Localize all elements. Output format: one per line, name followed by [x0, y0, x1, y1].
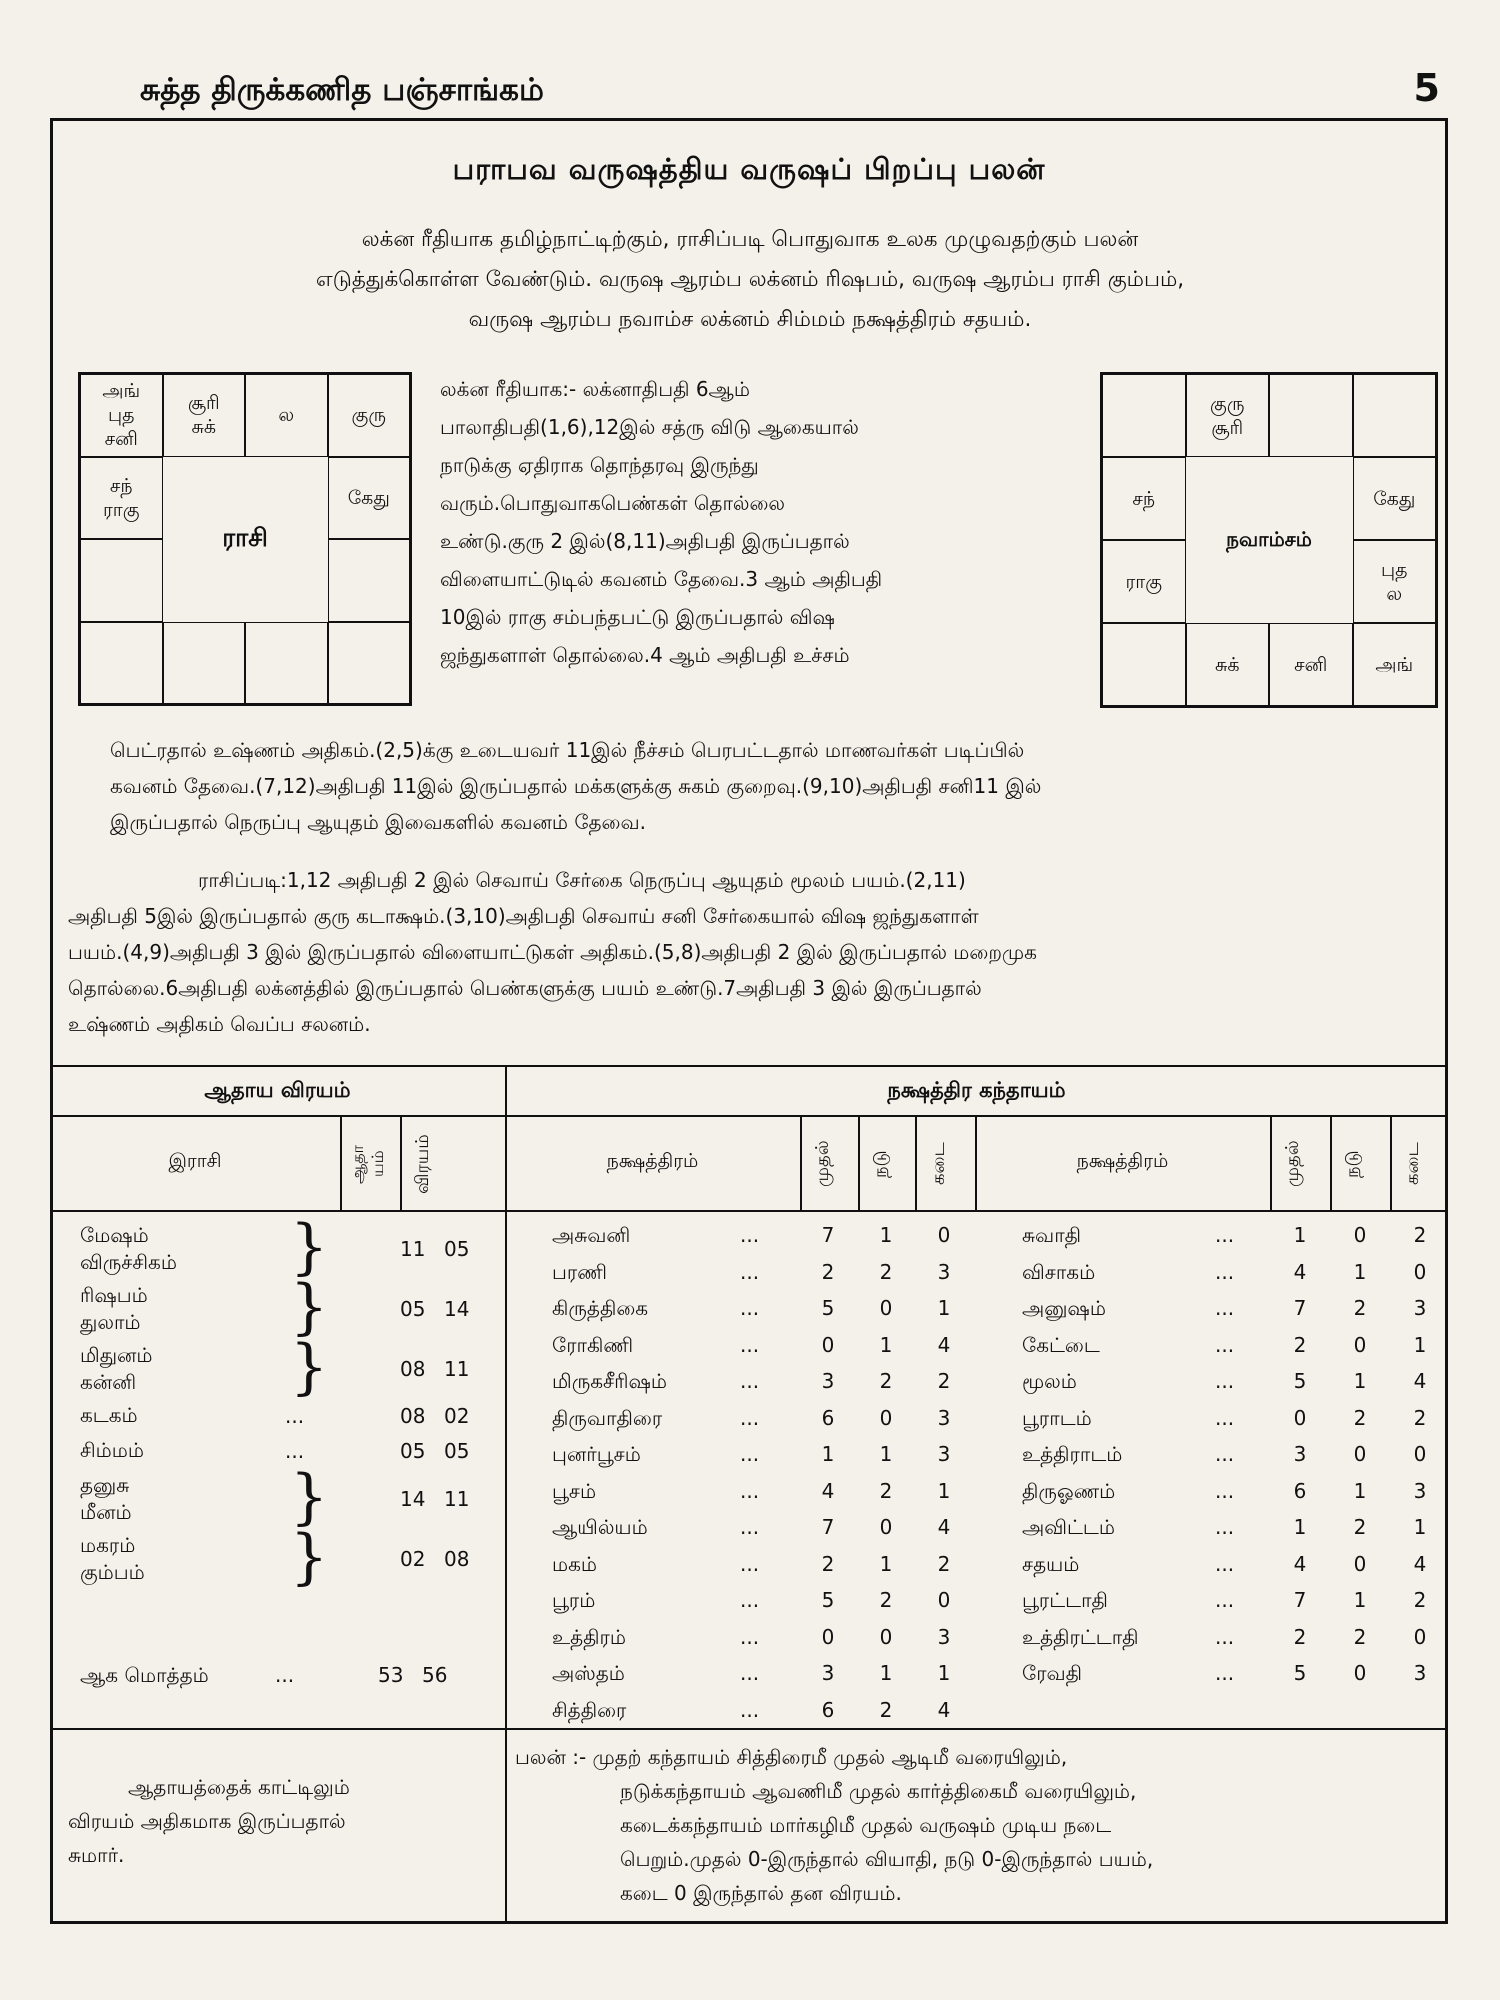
chart-house: [1269, 374, 1353, 457]
lagna-line: வரும்.பொதுவாகபெண்கள் தொல்லை: [440, 491, 786, 515]
leader-dots: ...: [1215, 1624, 1235, 1649]
kadai-value: 3: [1413, 1296, 1427, 1320]
mudhal-value: 7: [821, 1515, 835, 1539]
aadhayam-column-header: ஆதா யம்: [348, 1144, 387, 1184]
chart-house: ல: [245, 374, 328, 457]
total-dots: ...: [275, 1663, 295, 1687]
kadai-value: 0: [937, 1223, 951, 1247]
nadu-value: 0: [1353, 1661, 1367, 1685]
para-line: இருப்பதால் நெருப்பு ஆயுதம் இவைகளில் கவனம் தேவை.: [110, 810, 646, 834]
lagna-line: பாலாதிபதி(1,6),12இல் சத்ரு விடு ஆகையால்: [440, 415, 859, 439]
mudhal-value: 5: [821, 1588, 835, 1612]
col-divider: [1270, 1115, 1272, 1210]
kadai-column-header: கடை: [928, 1142, 949, 1186]
lagna-line: விளையாட்டுடில் கவனம் தேவை.3 ஆம் அதிபதி: [440, 567, 883, 591]
star-name: உத்திராடம்: [1022, 1442, 1123, 1466]
kadai-value: 4: [937, 1515, 951, 1539]
virayam-value: 05: [444, 1438, 470, 1463]
star-name: சித்திரை: [552, 1697, 627, 1722]
mudhal-value: 2: [821, 1259, 835, 1284]
kadai-value: 0: [1413, 1624, 1427, 1649]
rasi-column-header: இராசி: [168, 1150, 222, 1172]
chart-house: கேது: [328, 457, 411, 540]
col-divider: [1390, 1115, 1392, 1210]
para-line: உஷ்ணம் அதிகம் வெப்ப சலனம்.: [68, 1012, 371, 1036]
lagna-line: உண்டு.குரு 2 இல்(8,11)அதிபதி இருப்பதால்: [440, 529, 850, 553]
chart-house: குரு: [328, 374, 411, 457]
nadu-value: 2: [879, 1588, 893, 1612]
nadu-value: 2: [879, 1697, 893, 1722]
kadai-value: 2: [1413, 1405, 1427, 1430]
star-name: சுவாதி: [1022, 1223, 1082, 1247]
chart-house: அங் புத சனி: [80, 374, 163, 457]
nadu-value: 2: [1353, 1515, 1367, 1539]
mudhal-column-header: முதல்: [1282, 1140, 1303, 1188]
nadu-value: 1: [879, 1223, 893, 1247]
rasi-name: மிதுனம்: [80, 1343, 153, 1367]
nadu-value: 0: [1353, 1442, 1367, 1466]
kadai-value: 2: [1413, 1588, 1427, 1612]
group-brace: }: [290, 1462, 329, 1532]
kandhayam-title: நக்ஷத்திர கந்தாயம்: [887, 1078, 1066, 1102]
chart-house: சுக்: [1186, 623, 1270, 706]
leader-dots: ...: [1215, 1588, 1235, 1612]
rasi-name: சிம்மம்: [80, 1438, 144, 1462]
mudhal-value: 1: [1293, 1515, 1307, 1539]
nadu-value: 2: [879, 1259, 893, 1284]
chart-house: அங்: [1353, 623, 1437, 706]
total-virayam: 56: [422, 1663, 448, 1687]
leader-dots: ...: [1215, 1369, 1235, 1393]
mudhal-value: 4: [1293, 1259, 1307, 1284]
page-number: 5: [1413, 66, 1440, 110]
kadai-value: 2: [937, 1369, 951, 1393]
aadhayam-value: 08: [400, 1403, 426, 1428]
kadai-value: 3: [937, 1405, 951, 1430]
leader-dots: ...: [1215, 1551, 1235, 1576]
aadhayam-value: 11: [400, 1237, 426, 1261]
leader-dots: ...: [740, 1624, 760, 1649]
group-brace: }: [290, 1212, 329, 1282]
star-name: கேட்டை: [1022, 1332, 1100, 1357]
nadu-value: 1: [1353, 1369, 1367, 1393]
col-divider: [1330, 1115, 1332, 1210]
nadu-value: 2: [1353, 1405, 1367, 1430]
star-name: பூராடம்: [1022, 1405, 1092, 1430]
leader-dots: ...: [740, 1697, 760, 1722]
chart-house: ராகு: [1102, 540, 1186, 623]
leader-dots: ...: [740, 1588, 760, 1612]
chart-house: புத ல: [1353, 540, 1437, 623]
kadai-value: 4: [1413, 1369, 1427, 1393]
rasi-name: ரிஷபம்: [80, 1283, 148, 1307]
mudhal-value: 6: [821, 1697, 835, 1722]
rasi-name: மகரம்: [80, 1533, 136, 1557]
mudhal-value: 5: [1293, 1661, 1307, 1685]
table-bottom-rule: [50, 1728, 1448, 1730]
leader-dots: ...: [1215, 1405, 1235, 1430]
kadai-value: 1: [937, 1478, 951, 1503]
star-name: பூரம்: [552, 1588, 596, 1612]
nadu-value: 0: [1353, 1551, 1367, 1576]
star-name: மிருகசீரிஷம்: [552, 1369, 667, 1393]
rasi-name: கன்னி: [80, 1370, 137, 1394]
mudhal-value: 2: [821, 1551, 835, 1576]
chart-house: சந் ராகு: [80, 457, 163, 540]
leader-dots: ...: [285, 1403, 305, 1428]
nadu-value: 1: [1353, 1259, 1367, 1284]
aadhaya-result: [68, 1770, 508, 1872]
star-name: உத்திரட்டாதி: [1022, 1624, 1139, 1649]
star-name: உத்திரம்: [552, 1624, 626, 1649]
virayam-value: 11: [444, 1487, 470, 1511]
chart-house: [1102, 374, 1186, 457]
chart-house: [80, 539, 163, 622]
chart-house: [1353, 374, 1437, 457]
rasi-chart: [78, 372, 412, 706]
total-label: ஆக மொத்தம்: [80, 1663, 209, 1687]
kadai-value: 2: [1413, 1223, 1427, 1247]
lagna-line: ஜந்துகளாள் தொல்லை.4 ஆம் அதிபதி உச்சம்: [440, 643, 850, 667]
mudhal-value: 4: [821, 1478, 835, 1503]
col-divider: [858, 1115, 860, 1210]
chart-house: குரு சூரி: [1186, 374, 1270, 457]
leader-dots: ...: [740, 1551, 760, 1576]
nadu-value: 2: [879, 1369, 893, 1393]
kadai-value: 1: [937, 1296, 951, 1320]
mudhal-value: 0: [1293, 1405, 1307, 1430]
kadai-column-header: கடை: [1402, 1142, 1423, 1186]
mudhal-value: 6: [821, 1405, 835, 1430]
intro-line: லக்ன ரீதியாக தமிழ்நாட்டிற்கும், ராசிப்படி பொதுவாக உலக முழுவதற்கும் பலன்: [361, 227, 1139, 252]
kadai-value: 1: [1413, 1332, 1427, 1357]
result-line: கடை 0 இருந்தால் தன விரயம்.: [620, 1881, 902, 1905]
star-name: திருவாதிரை: [552, 1405, 663, 1430]
mudhal-value: 3: [1293, 1442, 1307, 1466]
nadu-value: 0: [879, 1296, 893, 1320]
nadu-value: 2: [879, 1478, 893, 1503]
star-column-header: நக்ஷத்திரம்: [1076, 1150, 1169, 1172]
main-title: பராபவ வருஷத்திய வருஷப் பிறப்பு பலன்: [452, 152, 1046, 186]
mudhal-value: 2: [1293, 1332, 1307, 1357]
lagna-continuation: [50, 732, 1448, 840]
mudhal-value: 3: [821, 1661, 835, 1685]
kadai-value: 0: [1413, 1259, 1427, 1284]
leader-dots: ...: [740, 1296, 760, 1320]
chart-house: [1102, 623, 1186, 706]
star-name: ரோகிணி: [552, 1332, 634, 1357]
mudhal-column-header: முதல்: [812, 1140, 833, 1188]
virayam-value: 02: [444, 1403, 470, 1428]
leader-dots: ...: [1215, 1223, 1235, 1247]
intro-paragraph: [60, 220, 1440, 340]
chart-house: சனி: [1269, 623, 1353, 706]
leader-dots: ...: [740, 1369, 760, 1393]
chart-house: [245, 622, 328, 705]
star-name: பரணி: [552, 1259, 607, 1284]
mudhal-value: 4: [1293, 1551, 1307, 1576]
group-brace: }: [290, 1332, 329, 1402]
nadu-value: 2: [1353, 1296, 1367, 1320]
leader-dots: ...: [1215, 1515, 1235, 1539]
kadai-value: 4: [937, 1332, 951, 1357]
nadu-column-header: நடு: [1342, 1150, 1363, 1178]
lagna-reading: [440, 370, 1085, 674]
star-name: அஸ்தம்: [552, 1661, 625, 1685]
para-line: ராசிப்படி:1,12 அதிபதி 2 இல் செவாய் சேர்கை நெருப்பு ஆயுதம் மூலம் பயம்.(2,11): [198, 868, 966, 892]
star-name: பூரட்டாதி: [1022, 1588, 1108, 1612]
lagna-line: 10இல் ராகு சம்பந்தபட்டு இருப்பதால் விஷ: [440, 605, 835, 629]
star-name: அனுஷம்: [1022, 1296, 1106, 1320]
star-name: புனர்பூசம்: [552, 1442, 641, 1466]
nadu-value: 0: [879, 1624, 893, 1649]
chart-house: [328, 622, 411, 705]
rasi-name: கடகம்: [80, 1403, 138, 1427]
mudhal-value: 7: [1293, 1588, 1307, 1612]
kadai-value: 2: [937, 1551, 951, 1576]
mudhal-value: 7: [1293, 1296, 1307, 1320]
virayam-value: 11: [444, 1357, 470, 1381]
nadu-value: 2: [1353, 1624, 1367, 1649]
chart-house: சூரி சுக்: [163, 374, 246, 457]
result-line: சுமார்.: [68, 1843, 125, 1867]
star-name: கிருத்திகை: [552, 1296, 649, 1320]
rasi-name: மேஷம்: [80, 1223, 149, 1247]
result-line: நடுக்கந்தாயம் ஆவணிமீ முதல் கார்த்திகைமீ வரையிலும்,: [620, 1779, 1137, 1803]
mudhal-value: 5: [1293, 1369, 1307, 1393]
nadu-value: 1: [1353, 1478, 1367, 1503]
rasi-name: துலாம்: [80, 1310, 141, 1334]
lagna-line: லக்ன ரீதியாக:- லக்னாதிபதி 6ஆம்: [440, 377, 750, 401]
mudhal-value: 5: [821, 1296, 835, 1320]
mudhal-value: 6: [1293, 1478, 1307, 1503]
col-divider: [340, 1115, 342, 1210]
chart-center-label: நவாம்சம்: [1226, 526, 1312, 551]
nadu-value: 1: [879, 1661, 893, 1685]
rasi-name: மீனம்: [80, 1500, 132, 1524]
rasi-name: கும்பம்: [80, 1560, 145, 1584]
table-top-rule: [50, 1065, 1448, 1067]
mudhal-value: 0: [821, 1624, 835, 1649]
result-line: பெறும்.முதல் 0-இருந்தால் வியாதி, நடு 0-இருந்தால் பயம்,: [620, 1847, 1154, 1871]
para-line: பயம்.(4,9)அதிபதி 3 இல் இருப்பதால் விளையாட்டுகள் அதிகம்.(5,8)அதிபதி 2 இல் இருப்பதால் மறைமுக: [68, 940, 1037, 964]
table-header-rule: [50, 1210, 1448, 1212]
nadu-value: 0: [1353, 1223, 1367, 1247]
col-divider: [400, 1115, 402, 1210]
kadai-value: 3: [937, 1259, 951, 1284]
para-line: கவனம் தேவை.(7,12)அதிபதி 11இல் இருப்பதால் மக்களுக்கு சுகம் குறைவு.(9,10)அதிபதி சனி11 இல்: [110, 774, 1042, 798]
mudhal-value: 3: [821, 1369, 835, 1393]
chart-house: [163, 622, 246, 705]
leader-dots: ...: [1215, 1478, 1235, 1503]
star-name: அசுவனி: [552, 1223, 631, 1247]
chart-house: [80, 622, 163, 705]
para-line: அதிபதி 5இல் இருப்பதால் குரு கடாக்ஷம்.(3,10)அதிபதி செவாய் சனி சேர்கையால் விஷ ஜந்துகளாள்: [68, 904, 979, 928]
leader-dots: ...: [740, 1478, 760, 1503]
kadai-value: 1: [1413, 1515, 1427, 1539]
virayam-value: 05: [444, 1237, 470, 1261]
almanac-title: சுத்த திருக்கணித பஞ்சாங்கம்: [140, 72, 544, 108]
total-aadhayam: 53: [378, 1663, 404, 1687]
star-name: விசாகம்: [1022, 1259, 1096, 1284]
rasi-name: விருச்சிகம்: [80, 1250, 177, 1274]
chart-center-label: ராசி: [222, 522, 268, 552]
kandhayam-result: [515, 1740, 1440, 1910]
star-name: பூசம்: [552, 1478, 597, 1503]
leader-dots: ...: [740, 1515, 760, 1539]
table-subheader-rule: [50, 1115, 1448, 1117]
aadhayam-value: 05: [400, 1438, 426, 1463]
kadai-value: 3: [1413, 1478, 1427, 1503]
leader-dots: ...: [740, 1223, 760, 1247]
nadu-column-header: நடு: [870, 1150, 891, 1178]
col-divider: [800, 1115, 802, 1210]
kadai-value: 1: [937, 1661, 951, 1685]
star-column-header: நக்ஷத்திரம்: [606, 1150, 699, 1172]
result-line: விரயம் அதிகமாக இருப்பதால்: [68, 1809, 346, 1833]
leader-dots: ...: [740, 1259, 760, 1284]
aadhayam-value: 02: [400, 1547, 426, 1571]
leader-dots: ...: [1215, 1296, 1235, 1320]
mudhal-value: 2: [1293, 1624, 1307, 1649]
virayam-column-header: விரயம்: [412, 1134, 433, 1194]
star-name: திருஓணம்: [1022, 1478, 1116, 1503]
star-name: ரேவதி: [1022, 1661, 1083, 1685]
mudhal-value: 7: [821, 1223, 835, 1247]
intro-line: எடுத்துக்கொள்ள வேண்டும். வருஷ ஆரம்ப லக்னம் ரிஷபம், வருஷ ஆரம்ப ராசி கும்பம்,: [315, 267, 1185, 292]
star-name: ஆயில்யம்: [552, 1515, 648, 1539]
aadhaya-title: ஆதாய விரயம்: [204, 1078, 351, 1102]
leader-dots: ...: [1215, 1332, 1235, 1357]
leader-dots: ...: [740, 1661, 760, 1685]
aadhayam-value: 14: [400, 1487, 426, 1511]
rasi-reading: [50, 862, 1448, 1042]
leader-dots: ...: [1215, 1442, 1235, 1466]
leader-dots: ...: [740, 1442, 760, 1466]
nadu-value: 0: [879, 1405, 893, 1430]
navamsa-chart: [1100, 372, 1438, 708]
star-name: மூலம்: [1022, 1369, 1077, 1393]
chart-house: கேது: [1353, 457, 1437, 540]
nadu-value: 1: [879, 1442, 893, 1466]
leader-dots: ...: [1215, 1661, 1235, 1685]
kadai-value: 3: [1413, 1661, 1427, 1685]
nadu-value: 1: [879, 1332, 893, 1357]
virayam-value: 08: [444, 1547, 470, 1571]
mudhal-value: 0: [821, 1332, 835, 1357]
group-brace: }: [290, 1272, 329, 1342]
para-line: பெட்ரதால் உஷ்ணம் அதிகம்.(2,5)க்கு உடையவர் 11இல் நீச்சம் பெரபட்டதால் மாணவர்கள் படிப்பில்: [110, 738, 1025, 762]
kadai-value: 0: [1413, 1442, 1427, 1466]
nadu-value: 0: [1353, 1332, 1367, 1357]
rasi-name: தனுசு: [80, 1473, 130, 1497]
leader-dots: ...: [740, 1332, 760, 1357]
leader-dots: ...: [740, 1405, 760, 1430]
chart-house: சந்: [1102, 457, 1186, 540]
chart-house: [328, 539, 411, 622]
aadhayam-value: 05: [400, 1297, 426, 1321]
nadu-value: 1: [879, 1551, 893, 1576]
leader-dots: ...: [1215, 1259, 1235, 1284]
star-name: மகம்: [552, 1551, 597, 1576]
col-divider: [915, 1115, 917, 1210]
kadai-value: 4: [937, 1697, 951, 1722]
mudhal-value: 1: [821, 1442, 835, 1466]
group-brace: }: [290, 1522, 329, 1592]
kadai-value: 3: [937, 1624, 951, 1649]
nadu-value: 0: [879, 1515, 893, 1539]
aadhayam-value: 08: [400, 1357, 426, 1381]
mudhal-value: 1: [1293, 1223, 1307, 1247]
result-line: ஆதாயத்தைக் காட்டிலும்: [128, 1775, 350, 1799]
intro-line: வருஷ ஆரம்ப நவாம்ச லக்னம் சிம்மம் நக்ஷத்திரம் சதயம்.: [468, 307, 1032, 332]
lagna-line: நாடுக்கு ஏதிராக தொந்தரவு இருந்து: [440, 453, 759, 477]
kadai-value: 3: [937, 1442, 951, 1466]
leader-dots: ...: [285, 1438, 305, 1463]
kadai-value: 4: [1413, 1551, 1427, 1576]
star-name: சதயம்: [1022, 1551, 1080, 1576]
kadai-value: 0: [937, 1588, 951, 1612]
star-name: அவிட்டம்: [1022, 1515, 1115, 1539]
nadu-value: 1: [1353, 1588, 1367, 1612]
result-line: பலன் :- முதற் கந்தாயம் சித்திரைமீ முதல் ஆடிமீ வரையிலும்,: [515, 1745, 1068, 1769]
result-line: கடைக்கந்தாயம் மார்கழிமீ முதல் வருஷம் முடிய நடை: [620, 1813, 1112, 1837]
para-line: தொல்லை.6அதிபதி லக்னத்தில் இருப்பதால் பெண்களுக்கு பயம் உண்டு.7அதிபதி 3 இல் இருப்பதால்: [68, 976, 982, 1000]
virayam-value: 14: [444, 1297, 470, 1321]
